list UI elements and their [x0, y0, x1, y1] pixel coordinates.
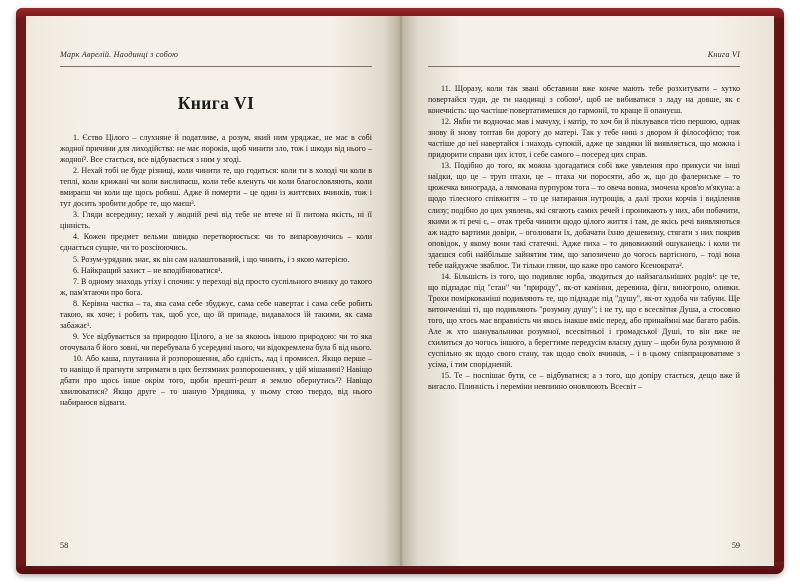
running-head-left: Марк Аврелій. Наодинці з собою [60, 50, 179, 59]
paragraph: 11. Щоразу, коли так звані обставини вже конче мають тебе розхитувати – хутко повертайся туди, де ти наодинці з собою¹, щоб не вибиватися з ладу на довше, як є конечність: що частіше повертатимешся до гармонії, то краще її опануєш. [428, 84, 740, 116]
paragraph: 5. Розум-урядник знає, як він сам налаштований, і що чинить, і з якою матерією. [73, 254, 350, 264]
paragraph: 2. Нехай тобі не буде різниці, коли чинити те, що годиться: коли ти в холоді чи коли в теплі, коли крижані чи коли вислипаєш, коли тебе кленуть чи коли благословляють, коли вмираєш чи коли ще щось робиш. Адже й померти – це один із життєвих вчинків, тож і тут досить зробити добре те, що маєш³. [60, 166, 372, 209]
paragraph: 7. В одному знаходь утіху і спочин: у переході від просто суспільного вчинку до такого ж, пам'ятаючи про бога. [60, 276, 372, 297]
page-number-left: 58 [60, 541, 69, 550]
paragraph: 8. Керівна частка – та, яка сама себе збуджує, сама себе навертає і сама себе робить такою, як хоче; і робить так, щоб усе, що їй припаде, видавалося їй такими, як сама забажає¹. [60, 298, 372, 330]
paragraph: 13. Подібно до того, як можна здогадатися собі вже уявлення про прикуси чи інші наїдки, що це – труп птахи, це – птаха чи поросяти, або ж, що до фалернське – то цюжечка винограда, а лямована пурпуром тога – то овеча вовна, змочена кров'ю м'якуна: а щодо тілесного співжиття – то це натирання нутрощів, а далі трохи корчів і виділення слизу; подібно до цих уявлень, які сягають самих речей і проникають у них, аби побачити, якими ж ті речі є, – отак треба чинити щодо цілого життя і там, де якісь речі виявляються аж надто вартими довіри, – оголювати їх, добачати їхню дешевизну, стягати з них покрив оповідок, у якому вони такі статечні. Адже пиха – то дивовижний ошуканець: і коли ти здаєшся собі найбільше зайнятим тим, що запозичено до чогось вартісного, – тоді вона тебе найдужче зваблює. Ти тільки гляни, що каже про самого Ксенократа². [428, 161, 740, 270]
page-right [400, 16, 774, 566]
paragraph: 9. Усе відбувається за природою Цілого, а не за якоюсь іншою природою: чи то яка оточувала б його зовні, чи перебувала б усередині нього, чи відокремлена була б від нього. [60, 331, 372, 352]
paragraph: 10. Або каша, плутанина й розпорошення, або єдність, лад і промисел. Якщо перше – то навіщо й прагнути затримати в цих безтямних розпорошеннях, у цій мішанині? Навіщо дбати про щось інше окрім того, щоби врешті-решт я землю обернутись²? Навіщо хвилюватися? Якщо друге – то шаную Урядника, у ньому стою твердо, від нього набираюся відваги. [60, 353, 372, 408]
body-text-right [428, 83, 740, 392]
header-rule-right [428, 66, 740, 67]
page-spread [26, 16, 774, 566]
paragraph: 6. Найкращий захист – не вподібнюватися¹. [73, 265, 223, 275]
paragraph: 15. Те – поспішає бути, се – відбуватися; а з того, що допіру стається, дещо вже й вигасло. Плинність і переміни невпинно оновлюють Всесвіт – [428, 371, 740, 392]
page-left [26, 16, 400, 566]
body-text-left [60, 132, 372, 408]
paragraph: 1. Єство Цілого – слухняне й податливе, а розум, який ним уряджає, не має в собі жодної причини для лиходійства: не має пороків, щоб чинити зло, тож і шкоди від нього – жодної². Все стається, все відбувається з ним у згоді. [60, 133, 372, 165]
running-head-right: Книга VI [707, 50, 740, 59]
paragraph: 12. Якби ти водночас мав і мачуху, і матір, то хоч би й піклувався тією першою, однак знову й знову топтав би дорогу до матері. Так у тебе нині з двором й філософією; тож частіше до неї навертайся і знаходь супокій, адже це завдяки їй виявляється, що можна і придюрити справи цих істот, і себе самого – посеред цих справ. [428, 117, 740, 160]
paragraph: 4. Кожен предмет вельми швидко перетворюється: чи то випаровуючись – коли єднається сущне, чи то розсіюючись. [60, 232, 372, 253]
header-rule-left [60, 66, 372, 67]
paragraph: 3. Гляди всередину; нехай у жодній речі від тебе не втече ні її питома якість, ні її цінність. [60, 210, 372, 231]
chapter-title: Книга VI [177, 93, 255, 113]
page-number-right: 59 [731, 541, 740, 550]
paragraph: 14. Більшість із того, що подивляє юрба, зводиться до найзагальніших родів¹: це те, що підпадає під "стан" чи "природу", як-от каміння, деревина, фіги, виногроно, оливки. Трохи поміркованіші подивляють те, що підпадає під "душу", як-от худоба чи табуни. Ще витонченіші ті, що подивляють "розумну душу"; і не ту, що є всесвітня Душа, а стосовно того, що хтось має вправність чи якось інакше вміє перед, або принаймні має багато рабів. Але ж хто шанувальники розумної, всесвітньої і громадської Душі, то він вже не схилиться до чогось іншого, а берегтиме передусім власну душу – щоби була розумною й суспільно як щодо свого стану, так щодо своїх вчинків, – і в цьому співпрацюватиме з усіма, і тим спорідненій. [428, 271, 740, 370]
